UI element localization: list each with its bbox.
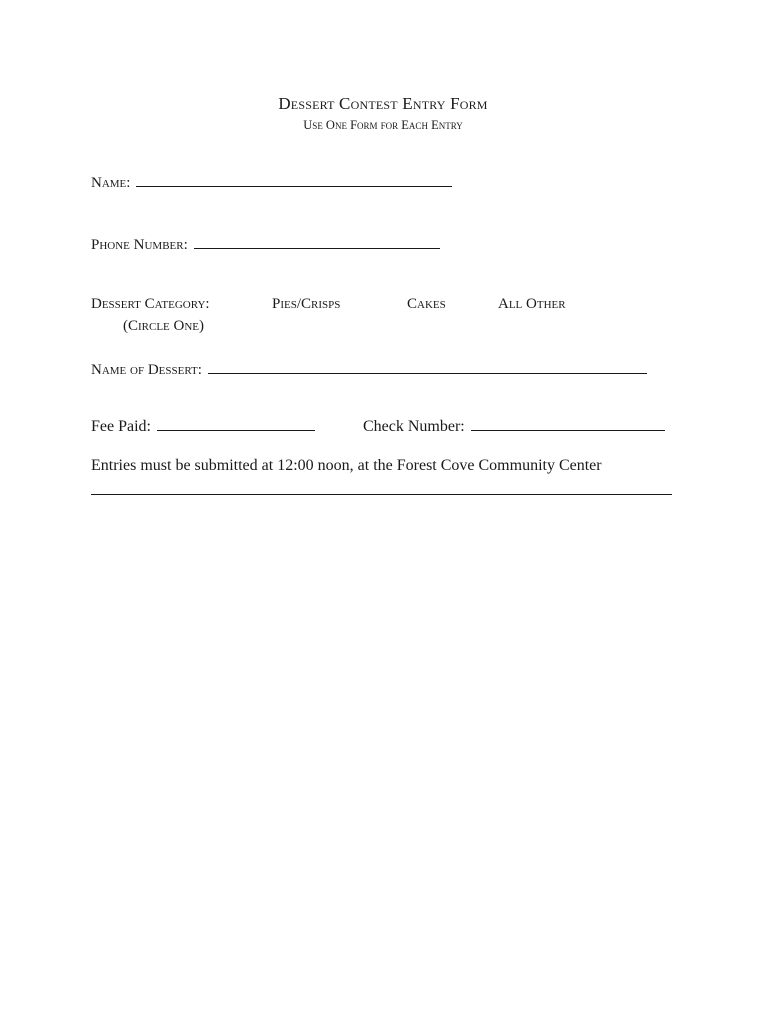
submission-note: Entries must be submitted at 12:00 noon, at the Forest Cove Community Center: [91, 457, 602, 474]
phone-label: Phone Number:: [91, 237, 188, 253]
check-number-field[interactable]: [471, 416, 665, 431]
name-row: [91, 172, 452, 192]
check-label: Check Number:: [363, 418, 465, 435]
dessert-name-label: Name of Dessert:: [91, 362, 202, 378]
category-option-pies-crisps[interactable]: Pies/Crisps: [272, 296, 341, 312]
category-option-all-other[interactable]: All Other: [498, 296, 566, 312]
check-row: [363, 416, 665, 436]
category-label: Dessert Category:: [91, 296, 210, 312]
fee-field[interactable]: [157, 416, 315, 431]
name-field[interactable]: [136, 172, 452, 187]
fee-row: [91, 416, 315, 436]
dessert-name-row: [91, 359, 647, 379]
note-underline[interactable]: [91, 494, 672, 495]
dessert-name-field[interactable]: [208, 359, 647, 374]
phone-row: [91, 234, 440, 254]
form-title: Dessert Contest Entry Form: [278, 94, 488, 113]
category-option-cakes[interactable]: Cakes: [407, 296, 446, 312]
name-label: Name:: [91, 175, 131, 191]
fee-label: Fee Paid:: [91, 418, 151, 435]
category-hint: (Circle One): [123, 318, 205, 334]
phone-field[interactable]: [194, 234, 440, 249]
form-subtitle: Use One Form for Each Entry: [303, 118, 463, 132]
